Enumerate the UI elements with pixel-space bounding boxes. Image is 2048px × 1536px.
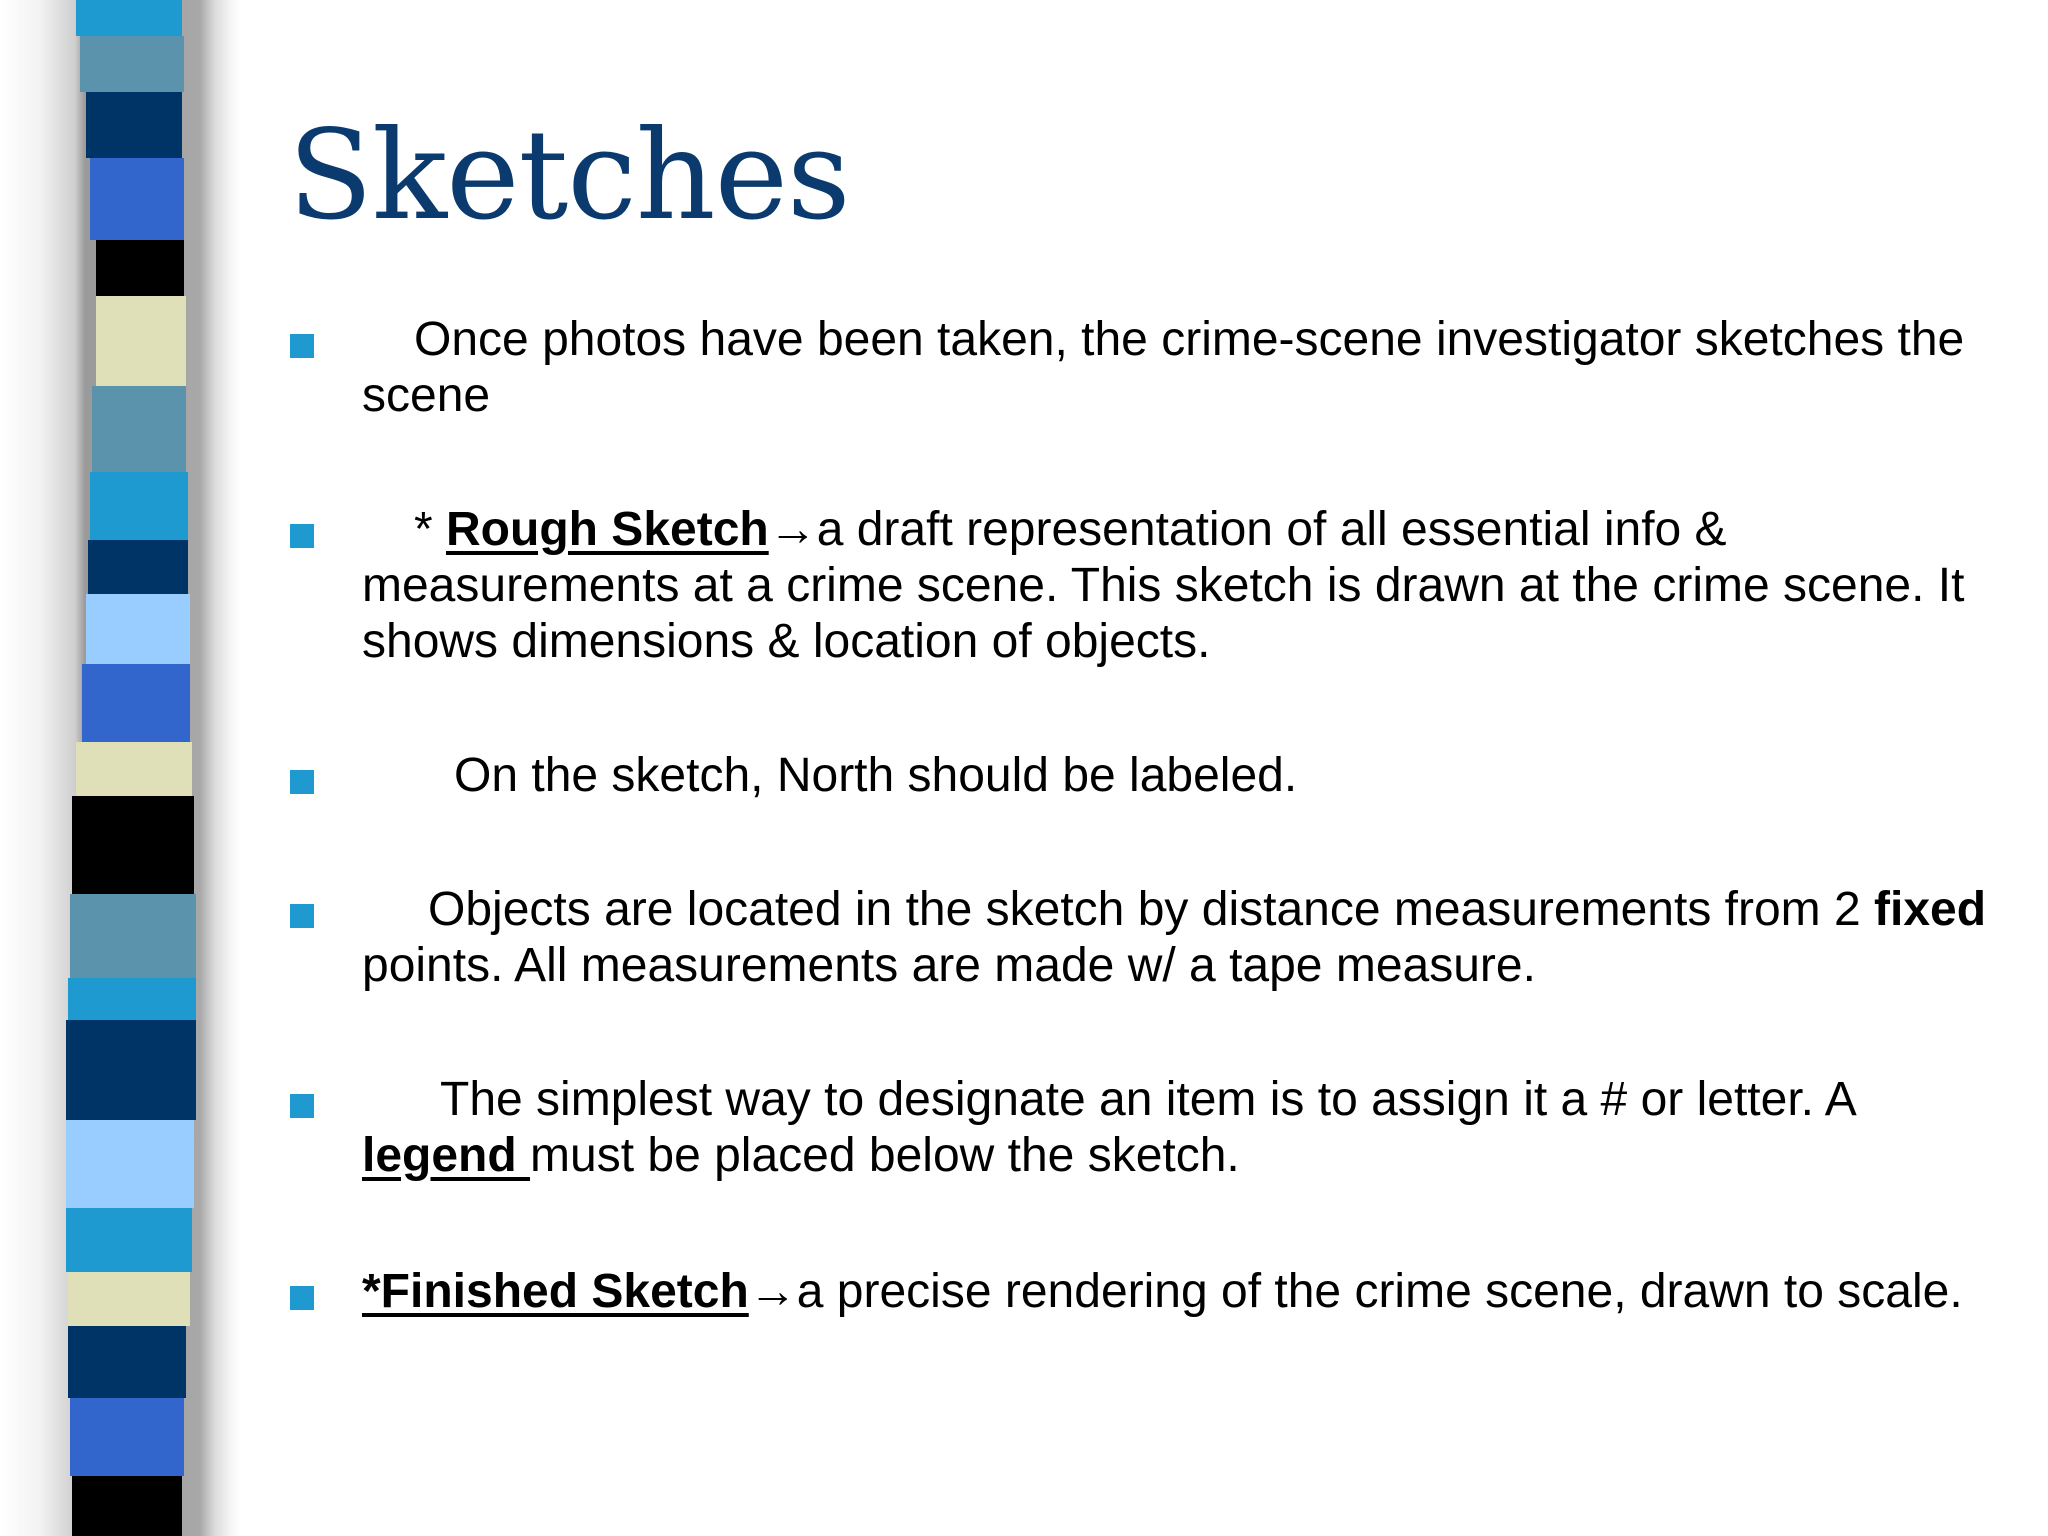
term-legend: legend bbox=[362, 1129, 531, 1182]
term-rough-sketch: Rough Sketch bbox=[446, 503, 769, 556]
square-bullet-icon bbox=[290, 334, 314, 358]
stripe bbox=[86, 594, 190, 664]
bullet-text: points. All measurements are made w/ a tape measure. bbox=[362, 939, 1536, 992]
slide-title: Sketches bbox=[288, 104, 850, 248]
bullet-item bbox=[288, 1264, 2008, 1320]
term-fixed: fixed bbox=[1874, 883, 1987, 936]
stripe bbox=[76, 742, 192, 796]
square-bullet-icon bbox=[290, 524, 314, 548]
stripe bbox=[66, 1120, 194, 1208]
bullet-list bbox=[288, 312, 2008, 1320]
square-bullet-icon bbox=[290, 904, 314, 928]
decorative-stripe-column bbox=[0, 0, 240, 1536]
stripe bbox=[80, 36, 184, 92]
stripe bbox=[68, 978, 196, 1020]
bullet-item bbox=[288, 502, 2008, 670]
stripe bbox=[72, 1476, 182, 1536]
stripe bbox=[68, 1272, 190, 1326]
bullet-text: The simplest way to designate an item is to assign it a # or letter. A bbox=[440, 1073, 1855, 1126]
bullet-item bbox=[288, 882, 2008, 994]
bullet-text: a precise rendering of the crime scene, drawn to scale. bbox=[796, 1265, 1963, 1318]
arrow-icon: → bbox=[748, 1265, 797, 1318]
stripe bbox=[92, 386, 186, 472]
stripe bbox=[70, 1398, 184, 1476]
bullet-text: Objects are located in the sketch by distance measurements from 2 bbox=[428, 883, 1875, 936]
bullet-text: On the sketch, North should be labeled. bbox=[454, 749, 1298, 802]
stripe bbox=[66, 1020, 196, 1120]
stripe bbox=[86, 92, 182, 158]
stripe bbox=[90, 472, 188, 540]
square-bullet-icon bbox=[290, 1286, 314, 1310]
stripe bbox=[96, 240, 184, 296]
arrow-icon: → bbox=[768, 503, 817, 556]
stripe bbox=[96, 296, 186, 386]
bullet-item bbox=[288, 312, 2008, 424]
stripe bbox=[72, 796, 194, 894]
stripe bbox=[66, 1208, 192, 1272]
term-finished-sketch: *Finished Sketch bbox=[362, 1265, 749, 1318]
stripe bbox=[90, 158, 184, 240]
stripe bbox=[88, 540, 188, 594]
bullet-item bbox=[288, 1072, 2008, 1184]
stripe bbox=[76, 0, 182, 36]
square-bullet-icon bbox=[290, 1094, 314, 1118]
stripe bbox=[68, 1326, 186, 1398]
bullet-text: must be placed below the sketch. bbox=[530, 1129, 1240, 1182]
bullet-text: a draft representation of all essential info & measurements at a crime scene. This sketch is drawn at the crime scene. It shows dimensions & location of objects. bbox=[362, 503, 1965, 668]
bullet-item bbox=[288, 748, 2008, 804]
stripe bbox=[82, 664, 190, 742]
square-bullet-icon bbox=[290, 770, 314, 794]
stripe bbox=[70, 894, 196, 978]
bullet-text: Once photos have been taken, the crime-scene investigator sketches the scene bbox=[362, 313, 1965, 422]
bullet-star: * bbox=[414, 503, 447, 556]
